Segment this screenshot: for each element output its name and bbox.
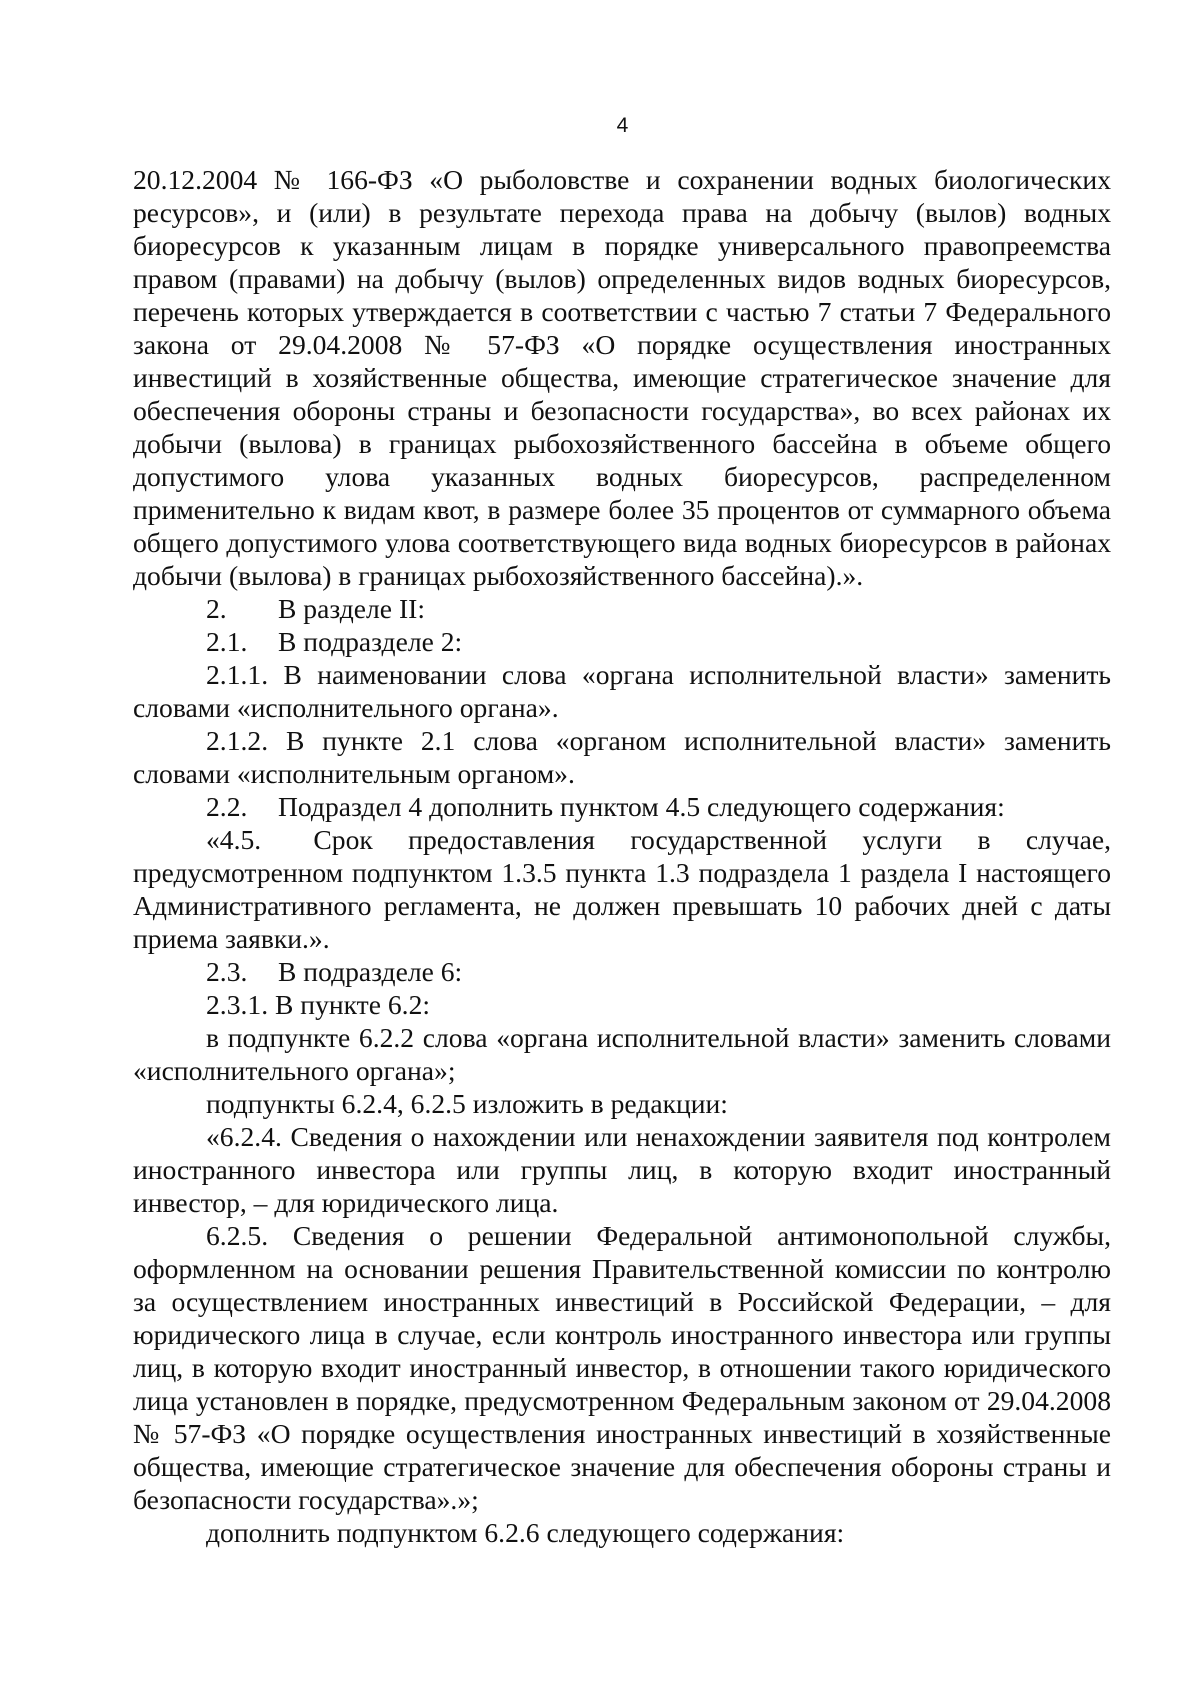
item-number: 2.3. [206,956,248,987]
item-text: В подразделе 6: [278,956,463,987]
item-text: Сведения о нахождении или ненахождении заявителя под контролем иностранного инвестора или группы лиц, в которую входит иностранный инвестор, – для юридического лица. [133,1121,1111,1218]
paragraph-continuation: 20.12.2004 № 166-ФЗ «О рыболовстве и сохранении водных биологических ресурсов», и (или) в результате перехода права на добычу (вылов) водных биоресурсов к указанным лицам в порядке универсального правопреемства правом (правами) на добычу (вылов) определенных видов водных биоресурсов, перечень которых утверждается в соответствии с частью 7 статьи 7 Федерального закона от 29.04.2008 № 57-ФЗ «О порядке осуществления иностранных инвестиций в хозяйственные общества, имеющие стратегическое значение для обеспечения обороны страны и безопасности государства», во всех районах их добычи (вылова) в границах рыбохозяйственного бассейна в объеме общего допустимого улова указанных водных биоресурсов, распределенном применительно к видам квот, в размере более 35 процентов от суммарного объема общего допустимого улова соответствующего вида водных биоресурсов в районах добычи (вылова) в границах рыбохозяйственного бассейна).». [133,164,1111,591]
list-item-2-3 [133,955,1111,988]
item-number: «4.5. [206,824,262,855]
item-text: Срок предоставления государственной услуги в случае, предусмотренном подпунктом 1.3.5 пункта 1.3 подраздела 1 раздела I настоящего Административного регламента, не должен превышать 10 рабочих дней с даты приема заявки.». [133,824,1111,954]
item-number: 2.1.2. [206,725,269,756]
item-text: В подразделе 2: [278,626,463,657]
list-item-2-3-1 [133,988,1111,1021]
list-item-2-1-1 [133,658,1111,724]
list-item-2-2 [133,790,1111,823]
item-number: «6.2.4. [206,1121,282,1152]
item-text: В наименовании слова «органа исполнительной власти» заменить словами «исполнительного органа». [133,659,1112,723]
list-item-2-1-2 [133,724,1111,790]
item-text: В разделе II: [278,593,425,624]
item-number: 2. [206,593,227,624]
item-text: В пункте 2.1 слова «органом исполнительной власти» заменить словами «исполнительным органом». [133,725,1111,789]
item-number: 2.1. [206,626,248,657]
list-item-2-1 [133,625,1111,658]
page-number: 4 [616,114,629,137]
item-number: 2.1.1. [206,659,269,690]
item-number: 2.3.1. [206,989,269,1020]
document-body [133,163,1111,1549]
paragraph-6-2-5: 6.2.5. Сведения о решении Федеральной антимонопольной службы, оформленном на основании решения Правительственной комиссии по контролю за осуществлением иностранных инвестиций в Российской Федерации, – для юридического лица в случае, если контроль иностранного инвестора или группы лиц, в которую входит иностранный инвестор, в отношении такого юридического лица установлен в порядке, предусмотренном Федеральным законом от 29.04.2008 № 57-ФЗ «О порядке осуществления иностранных инвестиций в хозяйственные общества, имеющие стратегическое значение для обеспечения обороны страны и безопасности государства».»; [133,1220,1111,1515]
item-number: 2.2. [206,791,248,822]
list-item-2 [133,592,1111,625]
paragraph-6-2-4-6-2-5-intro: подпункты 6.2.4, 6.2.5 изложить в редакции: [206,1088,728,1119]
list-item-4-5 [133,823,1111,955]
item-text: В пункте 6.2: [275,989,431,1020]
list-item-6-2-4 [133,1120,1111,1219]
paragraph-6-2-6-intro: дополнить подпунктом 6.2.6 следующего содержания: [206,1517,845,1548]
paragraph-6-2-2: в подпункте 6.2.2 слова «органа исполнительной власти» заменить словами «исполнительного органа»; [133,1022,1111,1086]
item-text: Подраздел 4 дополнить пунктом 4.5 следующего содержания: [278,791,1005,822]
